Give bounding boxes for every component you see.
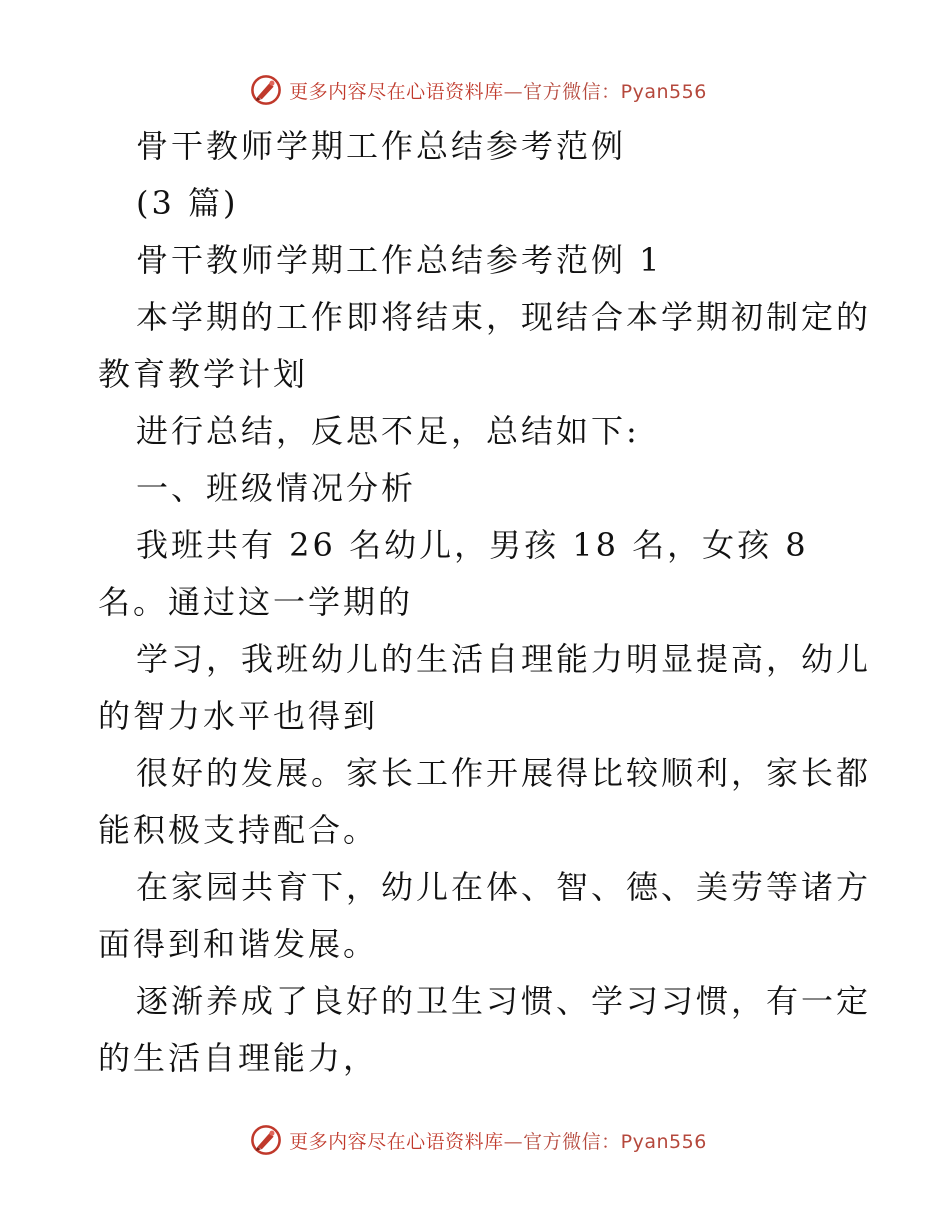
paragraph-line: 逐渐养成了良好的卫生习惯、学习习惯，有一定 (136, 982, 872, 1020)
pen-circle-logo-icon (249, 1123, 283, 1157)
document-subtitle: (3 篇) (136, 184, 239, 222)
document-title: 骨干教师学期工作总结参考范例 (136, 127, 627, 165)
footer-banner-text: 更多内容尽在心语资料库 (289, 1130, 504, 1153)
footer-banner (0, 1120, 950, 1160)
paragraph-line: 我班共有 26 名幼儿，男孩 18 名，女孩 8 (136, 526, 809, 564)
footer-banner-separator: — (503, 1130, 524, 1153)
paragraph-line: 本学期的工作即将结束，现结合本学期初制定的 (136, 298, 872, 336)
paragraph-line: 面得到和谐发展。 (98, 925, 379, 963)
paragraph-line: 很好的发展。家长工作开展得比较顺利，家长都 (136, 754, 872, 792)
pen-circle-logo-icon (249, 73, 283, 107)
paragraph-line: 的智力水平也得到 (98, 697, 379, 735)
paragraph-line: 教育教学计划 (98, 355, 309, 393)
paragraph-line: 的生活自理能力， (98, 1039, 379, 1077)
paragraph-line: 在家园共育下，幼儿在体、智、德、美劳等诸方 (136, 868, 872, 906)
document-body (98, 118, 872, 1087)
header-banner (0, 70, 950, 110)
footer-banner-wechat: 官方微信：Pyan556 (523, 1130, 707, 1153)
subsection-heading: 一、班级情况分析 (136, 469, 417, 507)
header-banner-wechat: 官方微信：Pyan556 (523, 80, 707, 103)
section-heading: 骨干教师学期工作总结参考范例 1 (136, 241, 663, 279)
paragraph-line: 名。通过这一学期的 (98, 583, 414, 621)
header-banner-text: 更多内容尽在心语资料库 (289, 80, 504, 103)
paragraph-line: 进行总结，反思不足，总结如下: (136, 412, 640, 450)
paragraph-line: 学习，我班幼儿的生活自理能力明显提高，幼儿 (136, 640, 872, 678)
header-banner-separator: — (503, 80, 524, 103)
paragraph-line: 能积极支持配合。 (98, 811, 379, 849)
